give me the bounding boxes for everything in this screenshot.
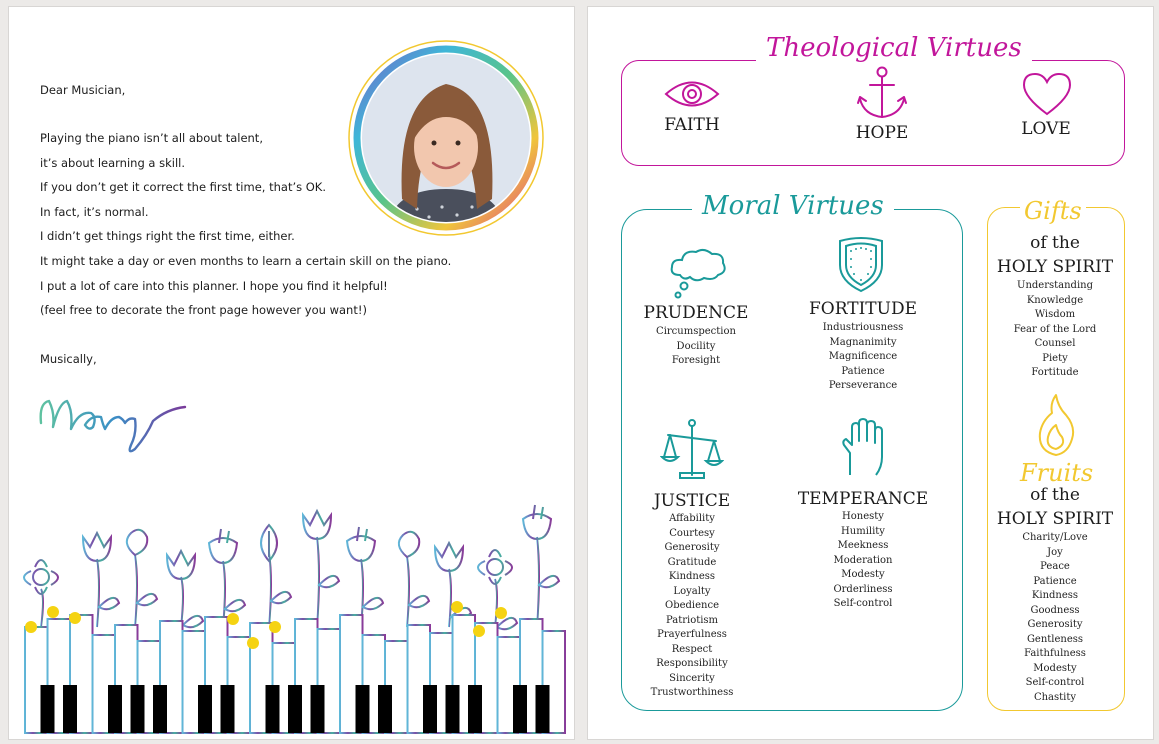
fortitude-item: Magnanimity	[829, 336, 897, 348]
fruit-item: Joy	[1047, 546, 1063, 558]
prudence-name: PRUDENCE	[643, 303, 749, 323]
justice-item: Responsibility	[656, 658, 728, 669]
flower-head	[523, 505, 551, 539]
shield-icon	[836, 235, 886, 293]
yellow-dot	[247, 637, 259, 649]
fruit-item: Gentleness	[1026, 633, 1084, 645]
piano-flower-illustration	[17, 497, 567, 735]
piano-black-key	[131, 685, 145, 733]
justice-item: Gratitude	[667, 556, 717, 568]
fruits-list	[988, 531, 1122, 705]
letter-line: I didn’t get things right the first time, either.	[40, 229, 295, 243]
justice-item: Kindness	[668, 571, 716, 582]
gifts-of-the: of the	[1030, 233, 1080, 253]
fruits-holy-spirit: HOLY SPIRIT	[996, 509, 1114, 529]
flower-head	[127, 530, 147, 555]
love-label: LOVE	[1021, 119, 1071, 139]
piano-black-key	[513, 685, 527, 733]
flower-stem	[407, 557, 409, 627]
justice-item: Loyalty	[673, 585, 711, 597]
piano-black-key	[288, 685, 302, 733]
justice-item: Trustworthiness	[650, 687, 734, 698]
fruits-title: Fruits	[1020, 459, 1094, 487]
flower-leaf	[363, 598, 383, 609]
letter-line: It might take a day or even months to learn a certain skill on the piano.	[40, 254, 452, 268]
justice-item: Affability	[669, 513, 715, 524]
raised-hand-icon	[840, 417, 886, 477]
fruit-item: Kindness	[1031, 590, 1079, 601]
letter-line: I put a lot of care into this planner. I hope you find it helpful!	[40, 279, 388, 293]
flower-head	[303, 511, 331, 539]
fruit-item: Goodness	[1030, 604, 1080, 616]
flower-leaf	[271, 592, 291, 603]
gifts-list	[988, 279, 1122, 381]
piano-black-key	[356, 685, 370, 733]
prudence-list	[636, 325, 756, 369]
piano-black-key	[63, 685, 77, 733]
flower-leaf	[225, 600, 245, 611]
theological-virtues-title: Theological Virtues	[756, 33, 1032, 63]
temperance-item: Honesty	[842, 511, 884, 522]
temperance-item: Humility	[841, 525, 885, 537]
piano-black-key	[41, 685, 55, 733]
gift-item: Wisdom	[1034, 309, 1076, 320]
fortitude-list	[798, 321, 928, 394]
prudence-item: Circumspection	[656, 326, 736, 337]
flower-head	[261, 525, 277, 561]
yellow-dot	[47, 606, 59, 618]
fruit-item: Patience	[1033, 575, 1077, 587]
gifts-title: Gifts	[1020, 197, 1086, 225]
temperance-item: Moderation	[833, 554, 893, 566]
flower-head	[478, 550, 512, 584]
letter-line: If you don’t get it correct the first time, that’s OK.	[40, 180, 327, 194]
fruit-item: Self-control	[1025, 677, 1085, 688]
anchor-icon	[856, 65, 908, 121]
thought-cloud-icon	[668, 245, 728, 301]
yellow-dot	[451, 601, 463, 613]
flower-head	[83, 533, 111, 561]
flower-head	[399, 532, 419, 557]
letter-line: it’s about learning a skill.	[40, 156, 186, 170]
piano-black-key	[266, 685, 280, 733]
yellow-dot	[269, 621, 281, 633]
heart-icon	[1022, 71, 1072, 117]
letter-line: Playing the piano isn’t all about talent,	[40, 131, 263, 145]
temperance-list	[788, 510, 938, 612]
fortitude-item: Industriousness	[822, 322, 904, 333]
justice-item: Respect	[671, 643, 713, 655]
temperance-item: Orderliness	[833, 583, 893, 595]
justice-item: Generosity	[664, 542, 720, 553]
piano-black-key	[446, 685, 460, 733]
virtues-page	[587, 6, 1154, 740]
flower-stem	[97, 559, 99, 627]
letter-closing: Musically,	[40, 352, 97, 366]
letter-line: In fact, it’s normal.	[40, 205, 149, 219]
piano-black-key	[221, 685, 235, 733]
gift-item: Counsel	[1034, 338, 1076, 349]
flower-head	[24, 560, 58, 594]
flower-leaf	[319, 576, 339, 587]
justice-item: Courtesy	[669, 527, 715, 539]
prudence-item: Foresight	[671, 355, 721, 366]
fruit-item: Charity/Love	[1022, 532, 1088, 543]
hope-label: HOPE	[855, 123, 909, 143]
flower-stem	[269, 553, 271, 627]
justice-item: Patriotism	[665, 614, 719, 626]
fortitude-name: FORTITUDE	[809, 299, 917, 319]
piano-black-key	[198, 685, 212, 733]
flower-leaf	[497, 618, 517, 629]
flame-icon	[1036, 393, 1076, 457]
gift-item: Understanding	[1017, 280, 1093, 291]
flower-head	[209, 529, 237, 563]
gift-item: Piety	[1042, 352, 1068, 364]
yellow-dot	[227, 613, 239, 625]
temperance-name: TEMPERANCE	[797, 489, 929, 509]
justice-item: Sincerity	[669, 672, 715, 684]
flower-stem	[495, 579, 497, 627]
flower-leaf	[409, 596, 429, 607]
flower-stem	[449, 569, 451, 627]
temperance-item: Modesty	[841, 569, 885, 580]
temperance-item: Self-control	[833, 598, 893, 609]
piano-black-key	[153, 685, 167, 733]
justice-item: Obedience	[665, 600, 719, 611]
gift-item: Knowledge	[1026, 294, 1084, 306]
fruit-item: Peace	[1040, 561, 1070, 572]
faith-label: FAITH	[664, 115, 720, 135]
flower-stem	[181, 577, 183, 627]
flower-head	[347, 527, 375, 561]
flower-stem	[317, 537, 319, 627]
yellow-dot	[25, 621, 37, 633]
piano-black-key	[536, 685, 550, 733]
letter-greeting: Dear Musician,	[40, 83, 126, 97]
flower-stem	[135, 555, 137, 627]
signature	[35, 383, 205, 463]
scales-icon	[660, 417, 724, 481]
letter-page	[8, 6, 575, 740]
yellow-dot	[495, 607, 507, 619]
flower-leaf	[183, 616, 203, 627]
gift-item: Fear of the Lord	[1013, 323, 1097, 335]
moral-virtues-title: Moral Virtues	[692, 191, 894, 221]
justice-item: Prayerfulness	[657, 629, 727, 640]
author-photo	[347, 39, 545, 237]
fortitude-item: Patience	[841, 365, 885, 377]
gifts-holy-spirit: HOLY SPIRIT	[996, 257, 1114, 277]
eye-icon	[664, 77, 720, 111]
piano-black-key	[311, 685, 325, 733]
fortitude-item: Perseverance	[828, 380, 898, 391]
flower-stem	[537, 537, 539, 627]
fruit-item: Modesty	[1033, 662, 1077, 674]
letter-line: (feel free to decorate the front page however you want!)	[40, 303, 367, 317]
piano-black-key	[423, 685, 437, 733]
justice-name: JUSTICE	[653, 491, 731, 511]
flower-leaf	[539, 576, 559, 587]
fruit-item: Chastity	[1033, 691, 1077, 703]
justice-list	[632, 512, 752, 701]
piano-black-key	[108, 685, 122, 733]
flower-head	[435, 543, 463, 571]
yellow-dot	[473, 625, 485, 637]
fruit-item: Generosity	[1027, 619, 1083, 630]
fruits-of-the: of the	[1030, 485, 1080, 505]
flower-leaf	[99, 598, 119, 609]
yellow-dot	[69, 612, 81, 624]
flower-leaf	[137, 594, 157, 605]
gift-item: Fortitude	[1031, 367, 1079, 378]
piano-black-key	[468, 685, 482, 733]
temperance-item: Meekness	[837, 540, 889, 551]
prudence-item: Docility	[676, 340, 716, 352]
fruit-item: Faithfulness	[1024, 648, 1086, 659]
fortitude-item: Magnificence	[828, 351, 898, 362]
piano-black-key	[378, 685, 392, 733]
flower-head	[167, 551, 195, 579]
